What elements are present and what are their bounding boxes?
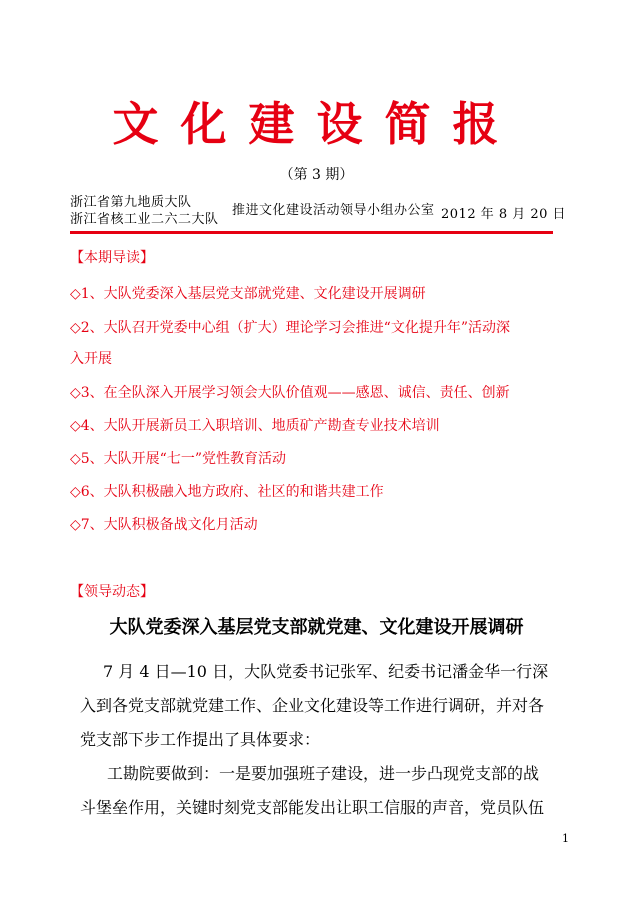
masthead-title: 文化建设简报 <box>112 97 521 151</box>
toc-item: ◇4、大队开展新员工入职培训、地质矿产勘查专业技术培训 <box>70 418 440 434</box>
toc-section-tag: 【本期导读】 <box>70 250 154 266</box>
body-line: 斗堡垒作用，关键时刻党支部能发出让职工信服的声音，党员队伍 <box>80 798 545 817</box>
toc-item: ◇3、在全队深入开展学习领会大队价值观——感恩、诚信、责任、创新 <box>70 385 510 401</box>
article-headline: 大队党委深入基层党支部就党建、文化建设开展调研 <box>109 617 524 638</box>
toc-item: ◇2、大队召开党委中心组（扩大）理论学习会推进“文化提升年”活动深 <box>70 320 510 336</box>
body-line: 入到各党支部就党建工作、企业文化建设等工作进行调研，并对各 <box>80 696 545 715</box>
issue-date: 2012 年 8 月 20 日 <box>441 207 567 222</box>
page-number: 1 <box>562 832 569 845</box>
toc-item: ◇1、大队党委深入基层党支部就党建、文化建设开展调研 <box>70 286 426 302</box>
issuing-office: 推进文化建设活动领导小组办公室 <box>232 203 435 218</box>
body-line: 党支部下步工作提出了具体要求： <box>80 730 321 749</box>
toc-item: ◇5、大队开展“七一”党性教育活动 <box>70 451 286 467</box>
article-section-tag: 【领导动态】 <box>70 584 154 600</box>
header-divider <box>70 231 553 234</box>
org-name-1: 浙江省第九地质大队 <box>70 195 192 210</box>
org-name-2: 浙江省核工业二六二大队 <box>70 212 219 227</box>
body-line: 工勘院要做到：一是要加强班子建设，进一步凸现党支部的战 <box>107 764 540 783</box>
toc-item: 入开展 <box>70 351 112 367</box>
issue-number: （第 3 期） <box>279 167 354 183</box>
toc-item: ◇7、大队积极备战文化月活动 <box>70 517 258 533</box>
toc-item: ◇6、大队积极融入地方政府、社区的和谐共建工作 <box>70 484 384 500</box>
body-line: 7 月 4 日—10 日，大队党委书记张军、纪委书记潘金华一行深 <box>103 662 549 681</box>
